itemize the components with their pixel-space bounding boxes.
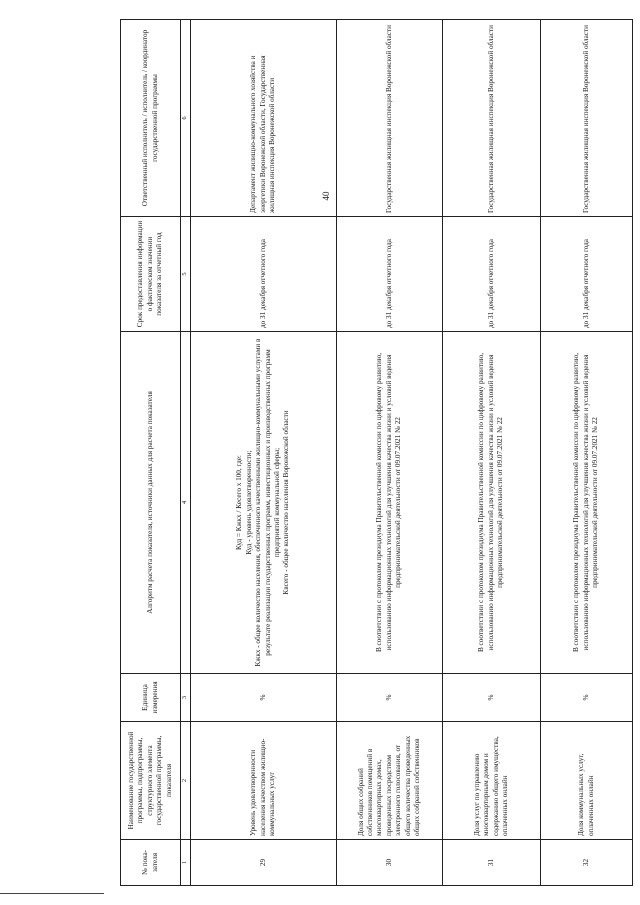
indicator-name: Доля коммунальных услуг, оплаченных онлайн — [541, 722, 633, 840]
executor: Государственная жилищная инспекция Воронежской области — [337, 20, 443, 217]
formula-line: Квсего - общее количество населения Воронежской области — [282, 410, 291, 595]
column-number: 2 — [181, 722, 191, 840]
executor: Государственная жилищная инспекция Воронежской области — [541, 20, 633, 217]
table-row — [541, 20, 633, 886]
formula-line: Куд = Кжкх / Кесего х 100, где: — [235, 455, 244, 550]
deadline: до 31 декабря отчетного года — [337, 217, 443, 332]
table-row — [191, 20, 337, 886]
row-number: 32 — [541, 840, 633, 886]
header-executor: Ответственный исполнитель / исполнитель / координатор государственной программы — [121, 20, 181, 217]
indicator-name: Доля услуг по управлению многоквартирным домом и содержанию общего имущества, оплаченных онлайн — [443, 722, 541, 840]
unit: % — [337, 674, 443, 722]
algorithm: В соответствии с протоколом президиума Правительственной комиссии по цифровому развитию, использованию информационных технологий для улучшения качества жизни и условий ведения предпринимательской деятельности от 09.07.2021 № 22 — [337, 332, 443, 674]
header-algorithm: Алгоритм расчета показателя, источники данных для расчета показателя — [121, 332, 181, 674]
algorithm: В соответствии с протоколом президиума Правительственной комиссии по цифровому развитию, использованию информационных технологий для улучшения качества жизни и условий ведения предпринимательской деятельности от 09.07.2021 № 22 — [541, 332, 633, 674]
indicator-name: Доля общих собраний собственников помещений в многоквартирных домах, проведенных посредством электронного голосования, от общего количества проведенных общих собраний собственников — [337, 722, 443, 840]
header-unit: Единица измерения — [121, 674, 181, 722]
unit: % — [191, 674, 337, 722]
page-number: 40 — [321, 191, 331, 201]
algorithm — [191, 332, 337, 674]
header-indicator-number: № пока- зателя — [121, 840, 181, 886]
table-row — [443, 20, 541, 886]
deadline: до 31 декабря отчетного года — [541, 217, 633, 332]
header-indicator-name: Наименование государственной программы, подпрограммы, структурного элемента государственной программы, показателя — [121, 722, 181, 840]
column-number: 3 — [181, 674, 191, 722]
deadline: до 31 декабря отчетного года — [191, 217, 337, 332]
table-row — [337, 20, 443, 886]
row-number: 29 — [191, 840, 337, 886]
unit: % — [443, 674, 541, 722]
rotated-page-area — [113, 0, 640, 905]
column-number: 1 — [181, 840, 191, 886]
column-number-row — [181, 20, 191, 886]
formula-line: Куд - уровень удовлетворенности; — [244, 450, 253, 555]
column-number: 4 — [181, 332, 191, 674]
rotated-table-container — [113, 0, 640, 905]
column-number: 5 — [181, 217, 191, 332]
column-number: 6 — [181, 20, 191, 217]
executor: Государственная жилищная инспекция Воронежской области — [443, 20, 541, 217]
unit: % — [541, 674, 633, 722]
indicator-name: Уровень удовлетворенности населения качеством жилищно-коммунальных услуг — [191, 722, 337, 840]
row-number: 30 — [337, 840, 443, 886]
indicator-table — [120, 19, 633, 886]
algorithm: В соответствии с протоколом президиума Правительственной комиссии по цифровому развитию, использованию информационных технологий для улучшения качества жизни и условий ведения предпринимательской деятельности от 09.07.2021 № 22 — [443, 332, 541, 674]
footer-rule — [0, 893, 104, 894]
row-number: 31 — [443, 840, 541, 886]
executor: Департамент жилищно-коммунального хозяйства и энергетики Воронежской области, Государственная жилищная инспекция Воронежской области — [191, 20, 337, 217]
formula-line: Кжкх - общее количество населения, обеспеченного качественными жилищно-коммунальными услугами в результате реализации государственных программ, инвестиционных и производственных программ предприятий коммунальной сферы; — [254, 338, 281, 667]
deadline: до 31 декабря отчетного года — [443, 217, 541, 332]
header-deadline: Срок предоставления информации о фактическом значении показателя за отчетный год — [121, 217, 181, 332]
table-header-row — [121, 20, 181, 886]
